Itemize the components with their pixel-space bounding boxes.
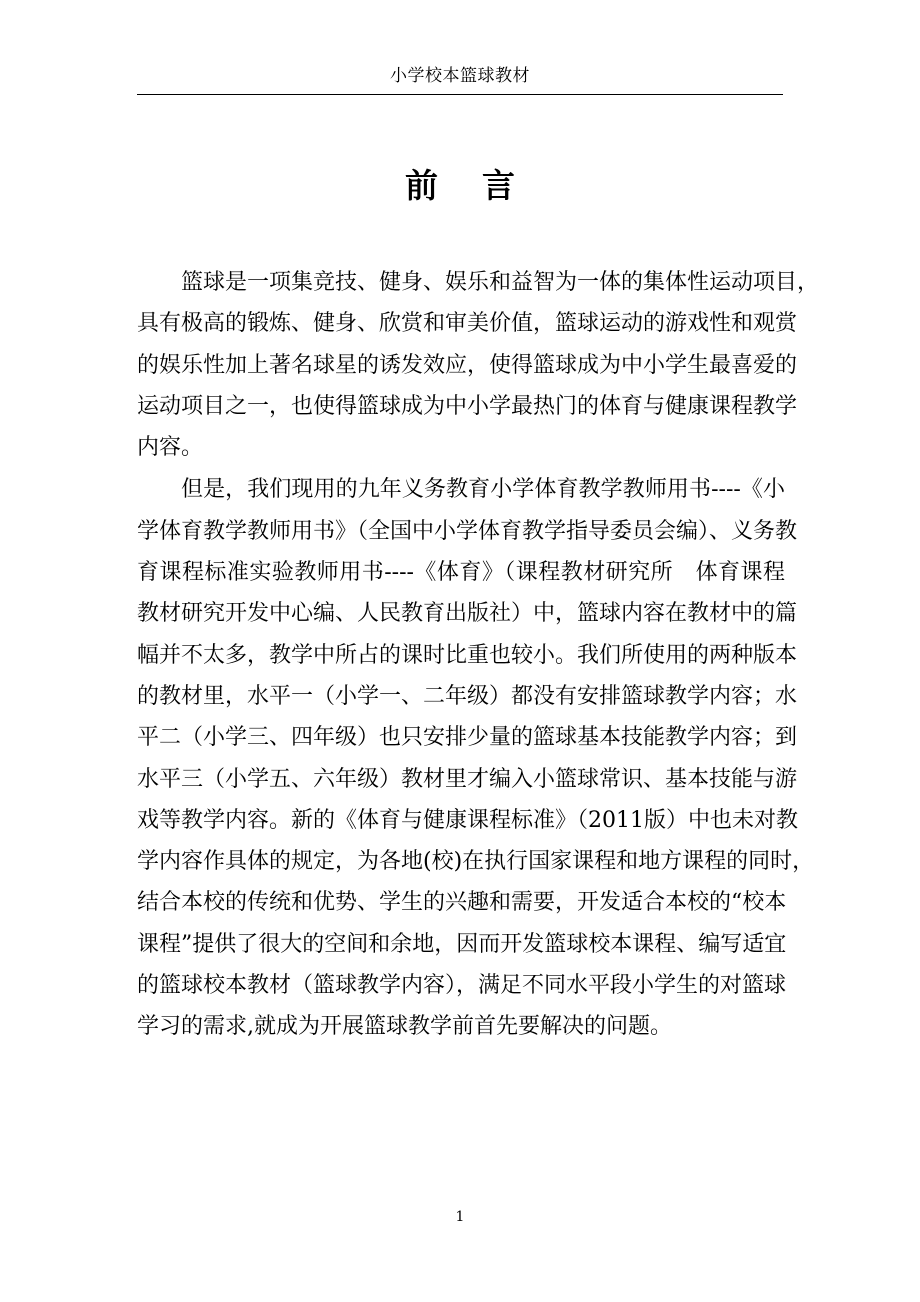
running-header — [137, 62, 783, 95]
page-title — [137, 162, 783, 210]
text-line: 具有极高的锻炼、健身、欣赏和审美价值，篮球运动的游戏性和观赏 — [137, 311, 798, 337]
text-line: 篮球是一项集竞技、健身、娱乐和益智为一体的集体性运动项目， — [181, 270, 820, 295]
body-text — [137, 262, 820, 1048]
text-line: 幅并不太多，教学中所占的课时比重也较小。我们所使用的两种版本 — [137, 642, 798, 668]
page-title-char-1: 前 — [405, 166, 438, 205]
text-line: 课程”提供了很大的空间和余地，因而开发篮球校本课程、编写适宜 — [137, 931, 787, 957]
text-line: 的教材里，水平一（小学一、二年级）都没有安排篮球教学内容；水 — [137, 683, 798, 709]
text-line: 学内容作具体的规定，为各地(校)在执行国家课程和地方课程的同时， — [137, 849, 815, 875]
text-line: 结合本校的传统和优势、学生的兴趣和需要，开发适合本校的“校本 — [137, 890, 787, 916]
text-line: 育课程标准实验教师用书----《体育》（课程教材研究所 体育课程 — [137, 560, 785, 586]
page-title-char-2: 言 — [482, 166, 515, 205]
text-line: 平二（小学三、四年级）也只安排少量的篮球基本技能教学内容；到 — [137, 725, 798, 751]
text-line: 的娱乐性加上著名球星的诱发效应，使得篮球成为中小学生最喜爱的 — [137, 352, 798, 378]
text-line: 运动项目之一，也使得篮球成为中小学最热门的体育与健康课程教学 — [137, 393, 798, 419]
text-line: 教材研究开发中心编、人民教育出版社）中，篮球内容在教材中的篇 — [137, 601, 798, 627]
paragraph-1 — [137, 262, 820, 468]
text-line: 水平三（小学五、六年级）教材里才编入小篮球常识、基本技能与游 — [137, 766, 798, 792]
text-line: 学习的需求,就成为开展篮球教学前首先要解决的问题。 — [137, 1014, 672, 1040]
running-header-title: 小学校本篮球教材 — [390, 66, 530, 86]
text-line: 内容。 — [137, 435, 204, 461]
text-line: 学体育教学教师用书》（全国中小学体育教学指导委员会编）、义务教 — [137, 518, 798, 544]
text-line: 戏等教学内容。新的《体育与健康课程标准》（2011版）中也未对教 — [137, 807, 798, 833]
text-line: 的篮球校本教材（篮球教学内容），满足不同水平段小学生的对篮球 — [137, 973, 787, 999]
paragraph-2 — [137, 469, 815, 1047]
text-line: 但是，我们现用的九年义务教育小学体育教学教师用书----《小 — [181, 477, 785, 503]
page-number: 1 — [455, 1209, 465, 1225]
